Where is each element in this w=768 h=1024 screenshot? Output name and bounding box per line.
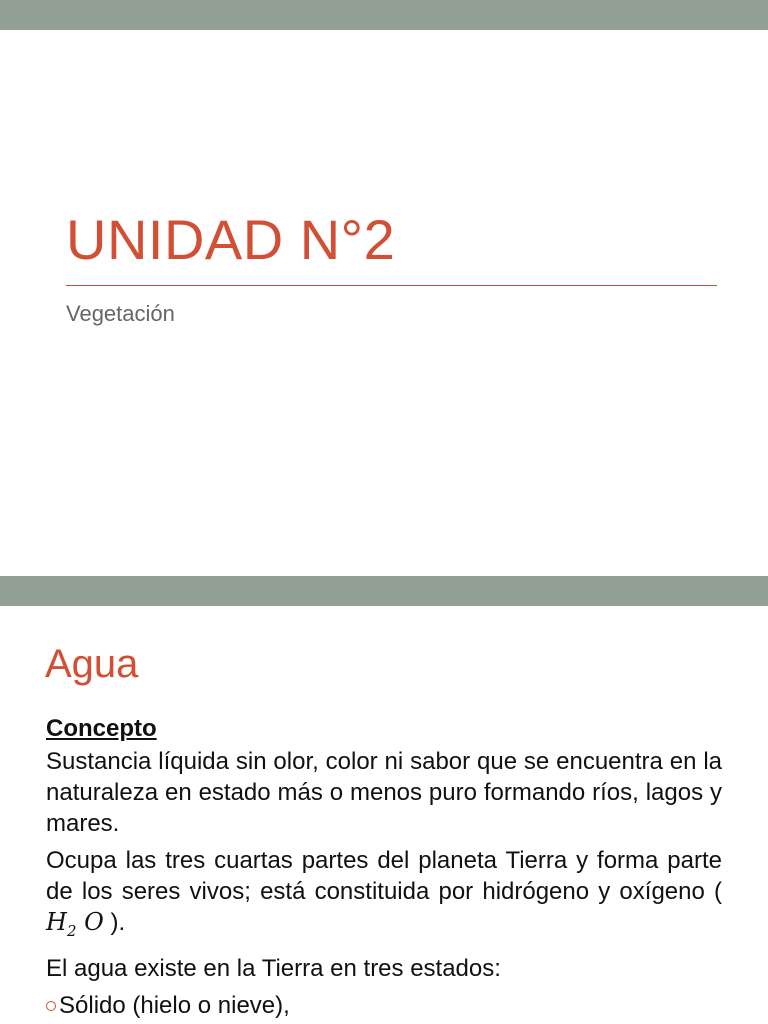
concept-paragraph-2 — [46, 845, 722, 947]
slide1-top-band — [0, 0, 768, 30]
formula-subscript: 2 — [66, 921, 77, 940]
slide1-title: UNIDAD N°2 — [66, 208, 396, 271]
paragraph-2-text: Ocupa las tres cuartas partes del planeta Tierra y forma parte de los seres vivos; está constituida por hidrógeno y oxígeno ( — [46, 847, 722, 905]
formula-hydrogen: H — [46, 908, 67, 936]
formula-oxygen: O — [84, 908, 104, 936]
hollow-circle-bullet-icon — [46, 1001, 56, 1011]
slide1-title-divider — [66, 285, 717, 286]
water-formula — [46, 908, 104, 940]
concept-paragraph-1: Sustancia líquida sin olor, color ni sabor que se encuentra en la naturaleza en estado más o menos puro formando ríos, lagos y mares. — [46, 748, 722, 837]
slide2-top-band — [0, 576, 768, 606]
paragraph-2-end: ). — [110, 909, 126, 936]
concept-heading: Concepto — [46, 715, 157, 742]
concept-paragraph-3: El agua existe en la Tierra en tres estados: — [46, 954, 501, 982]
list-item — [46, 990, 722, 1021]
slide1-subtitle: Vegetación — [66, 301, 175, 326]
slide2-body — [46, 713, 722, 1021]
slide2-title: Agua — [45, 642, 139, 686]
bullet-text: Sólido (hielo o nieve), — [59, 991, 290, 1019]
